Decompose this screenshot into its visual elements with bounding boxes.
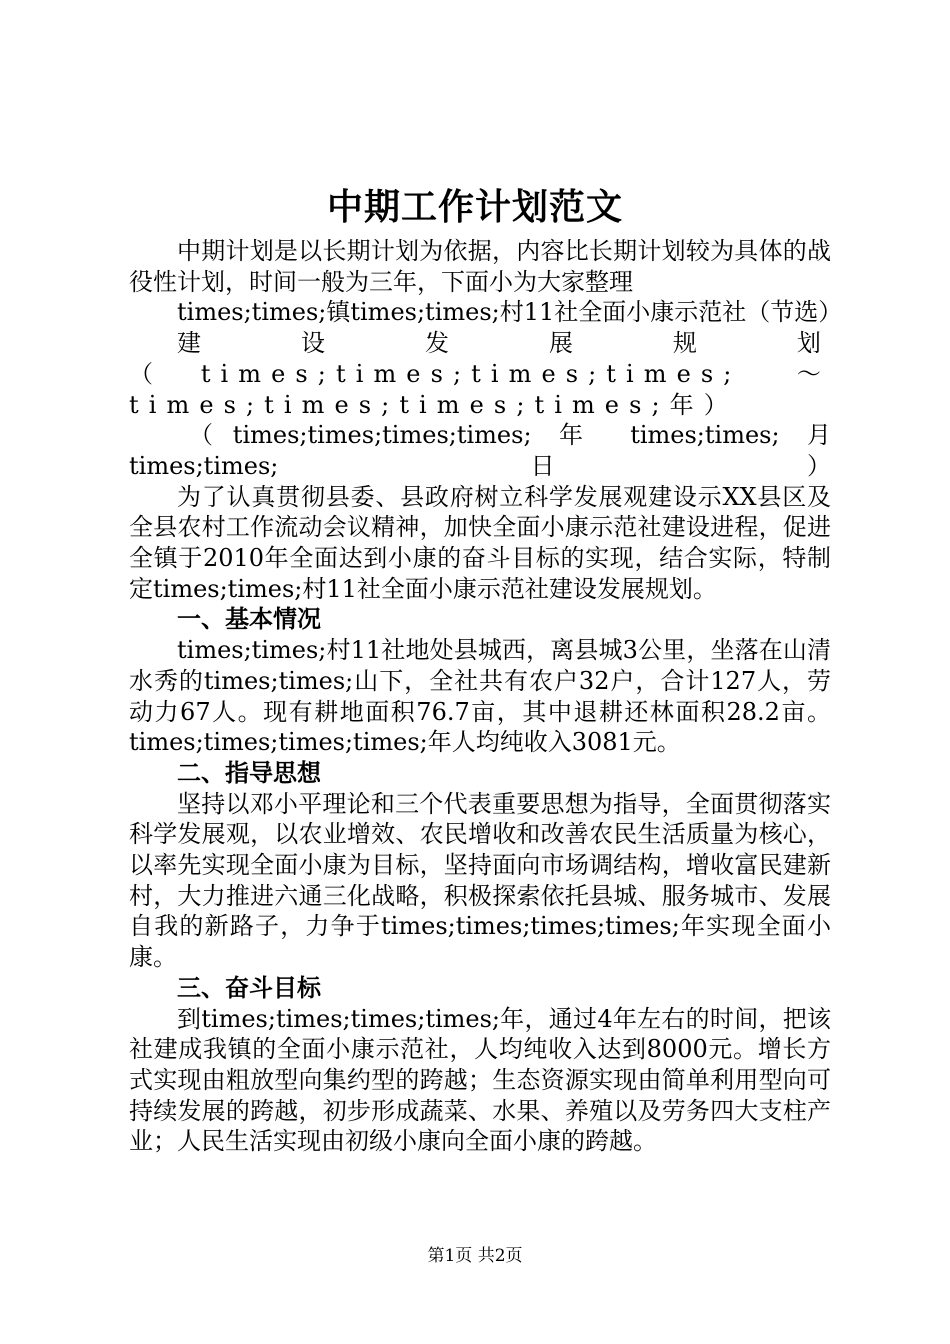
document-title: 中期工作计划范文: [326, 187, 623, 228]
section-heading-basic: 一、基本情况: [177, 605, 321, 634]
preface-paragraph: 为了认真贯彻县委、县政府树立科学发展观建设示XX县区及全县农村工作流动会议精神，加快全面小康示范社建设进程，促进全镇于2010年全面达到小康的奋斗目标的实现，结合实际，特制定times;times;村11社全面小康示范社建设发展规划。: [129, 482, 831, 603]
basic-situation-paragraph: times;times;村11社地处县城西，离县城3公里，坐落在山清水秀的times;times;山下，全社共有农户32户，合计127人，劳动力67人。现有耕地面积76.7亩，其中退耕还林面积28.2亩。times;times;times;times;年人均纯收入3081元。: [129, 636, 831, 757]
section-heading-goals: 三、奋斗目标: [177, 973, 321, 1002]
section-heading-guidance: 二、指导思想: [177, 758, 321, 787]
goals-paragraph: 到times;times;times;times;年，通过4年左右的时间，把该社建成我镇的全面小康示范社，人均纯收入达到8000元。增长方式实现由粗放型向集约型的跨越；生态资源实现由简单利用型向可持续发展的跨越，初步形成蔬菜、水果、养殖以及劳务四大支柱产业；人民生活实现由初级小康向全面小康的跨越。: [129, 1004, 831, 1156]
page-footer: 第1页 共2页: [427, 1246, 523, 1266]
subtitle-date: （times;times;times;times; 年 times;times; 月 times;times;日）: [129, 421, 831, 480]
guidance-paragraph: 坚持以邓小平理论和三个代表重要思想为指导，全面贯彻落实科学发展观，以农业增效、农民增收和改善农民生活质量为核心，以率先实现全面小康为目标，坚持面向市场调结构，增收富民建新村，大力推进六通三化战略，积极探索依托县城、服务城市、发展自我的新路子，力争于times;times;times;times;年实现全面小康。: [129, 789, 831, 972]
subtitle-plan: 建设发展规划（times;times;times;times; ～ times;times;times;times;年）: [129, 329, 831, 419]
subtitle-village: times;times;镇times;times;村11社全面小康示范社（节选）: [177, 298, 843, 327]
document-body: [129, 236, 843, 1157]
intro-paragraph: 中期计划是以长期计划为依据，内容比长期计划较为具体的战役性计划，时间一般为三年，下面小为大家整理: [129, 237, 831, 296]
